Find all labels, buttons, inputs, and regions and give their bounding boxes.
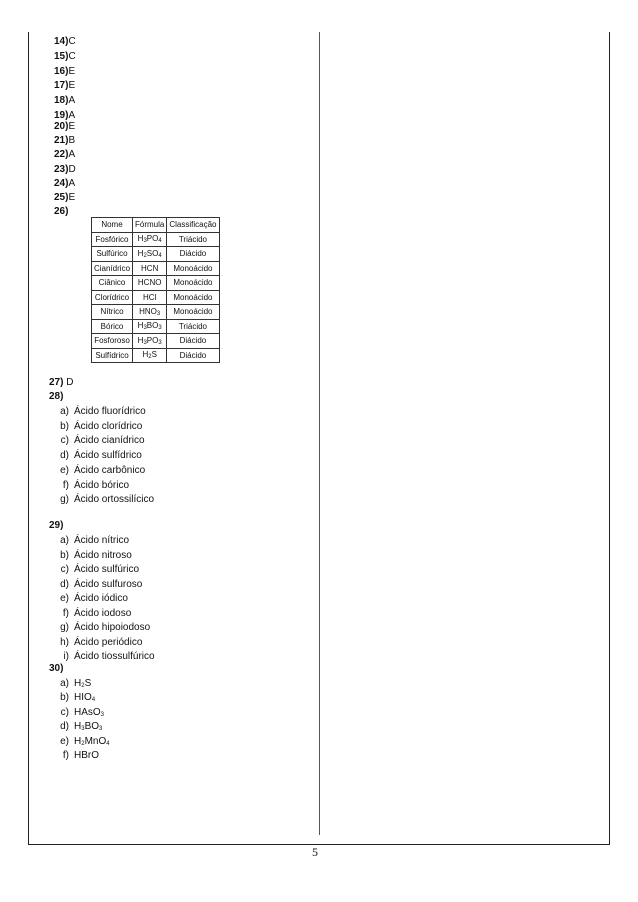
cell-formula	[133, 290, 167, 305]
cell-formula	[133, 348, 167, 363]
cell-classificacao: Monoácido	[167, 305, 219, 320]
item-text	[74, 707, 104, 718]
answer-number: 19)	[54, 110, 69, 121]
formula-text: H	[74, 735, 82, 747]
item-text: Ácido iódico	[74, 593, 128, 604]
short-answer	[54, 149, 75, 161]
cell-formula	[133, 247, 167, 262]
table-header-row	[92, 218, 220, 233]
subscript: 4	[158, 252, 162, 259]
item-text: Ácido nítrico	[74, 535, 130, 546]
answer-letter: E	[68, 66, 76, 77]
item-letter: f)	[62, 750, 69, 761]
item-letter: g)	[60, 494, 69, 506]
answer-letter: E	[68, 80, 76, 91]
item-letter: e)	[60, 593, 69, 604]
short-answer	[54, 51, 76, 63]
formula-text: HCN	[141, 263, 159, 273]
answer-letter: A	[68, 110, 76, 121]
subscript: 2	[143, 252, 147, 259]
item-text: Ácido tiossulfúrico	[74, 651, 155, 662]
answer-number: 24)	[54, 178, 69, 189]
item-text	[74, 692, 95, 703]
cell-classificacao: Triácido	[167, 319, 219, 334]
header-formula: Fórmula	[133, 218, 167, 233]
item-letter: d)	[60, 578, 69, 590]
item-text: Ácido sulfuroso	[74, 578, 143, 590]
formula-text: PO	[146, 335, 159, 345]
cell-nome: Nítrico	[92, 305, 133, 320]
item-letter: c)	[60, 706, 69, 718]
subscript: 3	[143, 238, 147, 245]
item-letter: d)	[60, 450, 69, 462]
item-text: Ácido hipoiodoso	[74, 622, 151, 633]
formula-text: SO	[146, 248, 159, 258]
subscript: 3	[81, 726, 85, 733]
answer-letter: C	[68, 51, 76, 62]
item-letter: b)	[60, 420, 69, 432]
cell-formula	[133, 305, 167, 320]
formula-text: H	[74, 678, 82, 689]
cell-nome: Clorídrico	[92, 290, 133, 305]
page-number: 5	[312, 845, 318, 859]
formula-text: H	[142, 350, 149, 360]
cell-classificacao: Triácido	[167, 232, 219, 247]
answer-number: 21)	[54, 135, 69, 146]
item-text: Ácido cianídrico	[74, 435, 145, 447]
cell-nome: Bórico	[92, 319, 133, 334]
item-letter: h)	[60, 636, 69, 648]
table-row	[92, 276, 220, 291]
subscript: 2	[81, 683, 85, 689]
short-answer	[54, 80, 75, 92]
question-27-number: 27)	[49, 377, 64, 388]
table-row	[92, 348, 220, 363]
answer-number: 20)	[54, 121, 69, 132]
item-text: Ácido nitroso	[74, 549, 132, 561]
subscript: 3	[99, 726, 103, 733]
question-29-number: 29)	[49, 520, 64, 531]
short-answer	[54, 164, 76, 176]
subscript: 3	[158, 325, 162, 332]
item-letter: a)	[60, 678, 69, 689]
answer-number: 22)	[54, 149, 69, 160]
formula-text: H	[74, 721, 82, 733]
answer-letter: A	[68, 95, 76, 106]
item-text	[74, 721, 102, 732]
short-answer	[54, 66, 75, 78]
short-answer	[54, 95, 75, 107]
item-letter: e)	[60, 735, 69, 747]
item-text: Ácido carbônico	[74, 464, 146, 476]
item-letter: b)	[60, 549, 69, 561]
item-text	[74, 750, 99, 761]
acids-table	[91, 217, 220, 363]
subscript: 2	[148, 354, 152, 361]
short-answer	[54, 121, 75, 133]
item-letter: b)	[60, 692, 69, 704]
item-text	[74, 678, 91, 689]
subscript: 3	[156, 310, 161, 317]
cell-classificacao: Monoácido	[167, 276, 219, 291]
item-text: Ácido sulfúrico	[74, 564, 140, 575]
question-27	[49, 377, 73, 389]
cell-nome: Sulfídrico	[92, 348, 133, 363]
cell-classificacao: Diácido	[167, 348, 219, 363]
subscript: 4	[91, 697, 96, 704]
item-text: Ácido sulfídrico	[74, 450, 142, 462]
item-letter: e)	[60, 464, 69, 476]
subscript: 3	[100, 711, 105, 718]
subscript: 4	[106, 740, 110, 747]
formula-text: H	[137, 335, 144, 345]
item-text: Ácido periódico	[74, 636, 143, 648]
answer-number: 15)	[54, 51, 69, 62]
formula-text: H	[137, 248, 144, 258]
question-27-answer: D	[66, 377, 74, 388]
short-answer	[54, 178, 75, 190]
formula-text: HNO	[139, 306, 157, 316]
formula-text: BO	[84, 721, 100, 733]
item-letter: g)	[60, 622, 69, 633]
subscript: 4	[158, 238, 162, 245]
answer-number: 16)	[54, 66, 69, 77]
answer-number: 17)	[54, 80, 69, 91]
cell-nome: Fosfórico	[92, 232, 133, 247]
cell-formula	[133, 334, 167, 349]
answer-number: 18)	[54, 95, 69, 106]
formula-text: BO	[146, 321, 159, 331]
short-answer	[54, 36, 76, 48]
header-classificacao: Classificação	[167, 218, 219, 233]
item-letter: i)	[63, 651, 69, 662]
short-answer	[54, 135, 75, 147]
table-row	[92, 334, 220, 349]
cell-classificacao: Diácido	[167, 334, 219, 349]
answer-number: 23)	[54, 164, 69, 175]
answer-letter: E	[68, 121, 76, 132]
answer-letter: D	[68, 164, 76, 175]
answer-letter: C	[68, 36, 76, 47]
item-text: Ácido iodoso	[74, 607, 132, 619]
subscript: 3	[158, 339, 162, 346]
table-row	[92, 261, 220, 276]
formula-text: HBrO	[74, 750, 99, 761]
table-row	[92, 247, 220, 262]
cell-classificacao: Diácido	[167, 247, 219, 262]
column-divider	[319, 32, 320, 835]
formula-text: H	[137, 234, 144, 244]
formula-text: HCl	[143, 292, 157, 302]
answer-letter: A	[68, 149, 76, 160]
question-26-number: 26)	[54, 206, 69, 217]
formula-text: PO	[146, 234, 159, 244]
item-text: Ácido ortossilícico	[74, 494, 155, 506]
cell-formula	[133, 319, 167, 334]
item-text	[74, 736, 110, 747]
table-row	[92, 305, 220, 320]
item-text: Ácido clorídrico	[74, 420, 143, 432]
header-nome: Nome	[92, 218, 133, 233]
subscript: 3	[143, 325, 147, 332]
item-letter: a)	[60, 535, 69, 546]
item-letter: a)	[60, 406, 69, 417]
item-letter: f)	[62, 479, 69, 491]
table-row	[92, 319, 220, 334]
subscript: 2	[81, 740, 85, 747]
cell-formula	[133, 276, 167, 291]
item-text: Ácido fluorídrico	[74, 406, 146, 417]
formula-text: H	[137, 321, 144, 331]
cell-classificacao: Monoácido	[167, 290, 219, 305]
subscript: 3	[143, 339, 147, 346]
item-letter: c)	[60, 564, 69, 575]
item-text: Ácido bórico	[74, 479, 130, 491]
formula-text: HIO	[74, 692, 92, 704]
table-row	[92, 290, 220, 305]
cell-classificacao: Monoácido	[167, 261, 219, 276]
cell-formula	[133, 261, 167, 276]
formula-text: S	[84, 678, 92, 689]
question-30-number: 30)	[49, 663, 64, 674]
answer-letter: E	[68, 192, 76, 203]
item-letter: d)	[60, 721, 69, 733]
cell-nome: Cianídrico	[92, 261, 133, 276]
formula-text: HCNO	[137, 278, 162, 288]
answer-letter: A	[68, 178, 76, 189]
question-28-number: 28)	[49, 391, 64, 402]
answer-letter: B	[68, 135, 76, 146]
item-letter: f)	[62, 607, 69, 619]
cell-nome: Fosforoso	[92, 334, 133, 349]
item-letter: c)	[60, 435, 69, 447]
cell-nome: Ciânico	[92, 276, 133, 291]
short-answer	[54, 192, 75, 204]
cell-nome: Sulfúrico	[92, 247, 133, 262]
formula-text: MnO	[84, 735, 107, 747]
formula-text: S	[151, 350, 157, 360]
cell-formula	[133, 232, 167, 247]
formula-text: HAsO	[74, 706, 101, 718]
table-row	[92, 232, 220, 247]
answer-number: 14)	[54, 36, 69, 47]
answer-number: 25)	[54, 192, 69, 203]
